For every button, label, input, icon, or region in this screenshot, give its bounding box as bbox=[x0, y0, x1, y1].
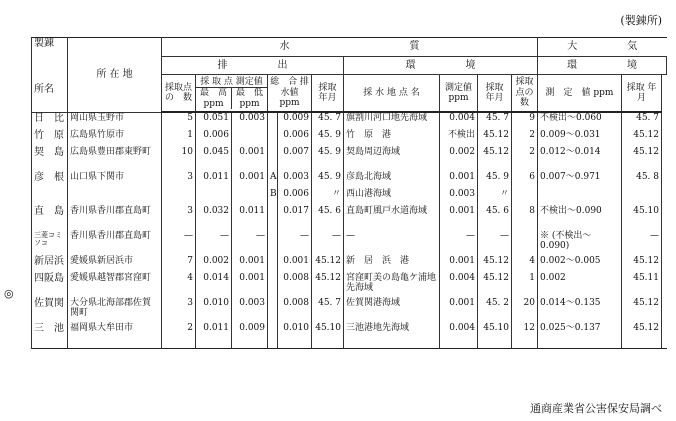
cell-pts: 10 bbox=[162, 147, 196, 172]
cell-min: 0.001 bbox=[232, 147, 268, 172]
cell-env: 0.002 bbox=[440, 147, 478, 172]
cell-date: 45. 7 bbox=[312, 298, 344, 323]
cell-edate: 45.10 bbox=[478, 323, 512, 349]
cell-max bbox=[196, 189, 232, 206]
cell-name: 彦 根 bbox=[32, 172, 68, 189]
table-row bbox=[32, 172, 667, 189]
cell-aval: 0.002～0.005 bbox=[538, 256, 622, 273]
cell-adate: 45.12 bbox=[622, 323, 662, 349]
cell-tag bbox=[268, 323, 278, 349]
sampling-location-header: 採 水 地 点 名 bbox=[344, 75, 440, 113]
cell-loc: 広島県竹原市 bbox=[68, 130, 162, 147]
cell-total: 0.003 bbox=[278, 172, 312, 189]
table-row bbox=[32, 298, 667, 323]
cell-adate bbox=[622, 189, 662, 206]
cell-edate: 45.12 bbox=[478, 147, 512, 172]
cell-env: 不検出 bbox=[440, 130, 478, 147]
cell-date: 45. 9 bbox=[312, 147, 344, 172]
cell-adate: 45.12 bbox=[622, 298, 662, 323]
cell-pts: 3 bbox=[162, 298, 196, 323]
table-row bbox=[32, 273, 667, 298]
cell-env: 0.003 bbox=[440, 189, 478, 206]
table-row bbox=[32, 147, 667, 172]
cell-apts: 6 bbox=[512, 172, 538, 189]
cell-apts bbox=[512, 189, 538, 206]
data-table bbox=[31, 37, 667, 349]
cell-date: 45. 9 bbox=[312, 130, 344, 147]
air-environment-header: 環 境 bbox=[538, 57, 667, 75]
cell-pts: 7 bbox=[162, 256, 196, 273]
cell-tag bbox=[268, 298, 278, 323]
cell-edate: 45.12 bbox=[478, 256, 512, 273]
cell-adate: 45. 8 bbox=[622, 172, 662, 189]
environment-header: 環 境 bbox=[344, 57, 538, 75]
cell-apts: 12 bbox=[512, 323, 538, 349]
cell-adate: 45.12 bbox=[622, 256, 662, 273]
cell-adate: 45. 7 bbox=[622, 112, 662, 130]
cell-min: 0.001 bbox=[232, 172, 268, 189]
cell-env: 0.001 bbox=[440, 172, 478, 189]
cell-name: 契 島 bbox=[32, 147, 68, 172]
cell-total: 0.007 bbox=[278, 147, 312, 172]
cell-name bbox=[32, 189, 68, 206]
cell-site: 旗割川河口地先海域 bbox=[344, 112, 440, 130]
cell-pts: 5 bbox=[162, 112, 196, 130]
air-date-header: 採取 年月 bbox=[622, 75, 662, 113]
cell-pts: 3 bbox=[162, 206, 196, 231]
cell-total: 0.009 bbox=[278, 112, 312, 130]
cell-pts: 4 bbox=[162, 273, 196, 298]
cell-pts: 1 bbox=[162, 130, 196, 147]
cell-pts: 2 bbox=[162, 323, 196, 349]
cell-apts: 2 bbox=[512, 130, 538, 147]
cell-min bbox=[232, 130, 268, 147]
cell-apts: 20 bbox=[512, 298, 538, 323]
cell-tag bbox=[268, 206, 278, 231]
cell-date: — bbox=[312, 231, 344, 256]
cell-loc: 香川県香川郡直島町 bbox=[68, 206, 162, 231]
cell-apts: 9 bbox=[512, 112, 538, 130]
cell-aval: 0.002 bbox=[538, 273, 622, 298]
cell-name: 竹 原 bbox=[32, 130, 68, 147]
table-row bbox=[32, 256, 667, 273]
cell-min: 0.003 bbox=[232, 298, 268, 323]
cell-aval bbox=[538, 189, 622, 206]
cell-name: 新居浜 bbox=[32, 256, 68, 273]
table-row bbox=[32, 206, 667, 231]
cell-loc: 山口県下関市 bbox=[68, 172, 162, 189]
cell-tag bbox=[268, 273, 278, 298]
water-quality-header: 水 質 bbox=[162, 38, 538, 57]
cell-adate: 45.12 bbox=[622, 130, 662, 147]
cell-tag: B bbox=[268, 189, 278, 206]
cell-tag: A bbox=[268, 172, 278, 189]
cell-pts: — bbox=[162, 231, 196, 256]
env-measured-header: 測定値 ppm bbox=[440, 75, 478, 113]
cell-name: 四阪島 bbox=[32, 273, 68, 298]
cell-env: 0.001 bbox=[440, 206, 478, 231]
cell-site: 三池港地先海域 bbox=[344, 323, 440, 349]
cell-tag bbox=[268, 130, 278, 147]
source-note: 通商産業省公害保安局調べ bbox=[530, 402, 662, 415]
cell-site: 西山港海域 bbox=[344, 189, 440, 206]
cell-date: 〃 bbox=[312, 189, 344, 206]
cell-env: 0.001 bbox=[440, 298, 478, 323]
cell-total: 0.008 bbox=[278, 273, 312, 298]
total-discharge-header: 総 合 排水値 ppm bbox=[268, 75, 312, 113]
cell-site: — bbox=[344, 231, 440, 256]
cell-total: 0.008 bbox=[278, 298, 312, 323]
cell-date: 45. 7 bbox=[312, 112, 344, 130]
cell-total: — bbox=[278, 231, 312, 256]
cell-aval: 0.014～0.135 bbox=[538, 298, 622, 323]
cell-adate: 45.11 bbox=[622, 273, 662, 298]
cell-apts: 2 bbox=[512, 147, 538, 172]
table-row bbox=[32, 323, 667, 349]
cell-edate: 45.12 bbox=[478, 273, 512, 298]
cell-total: 0.006 bbox=[278, 130, 312, 147]
cell-date: 45.10 bbox=[312, 323, 344, 349]
table-row bbox=[32, 231, 667, 256]
cell-date: 45. 9 bbox=[312, 172, 344, 189]
cell-loc: 愛媛県越智郡宮窪町 bbox=[68, 273, 162, 298]
cell-env: 0.004 bbox=[440, 273, 478, 298]
cell-apts: 8 bbox=[512, 206, 538, 231]
cell-edate: 45. 6 bbox=[478, 206, 512, 231]
unit-note: (製錬所) bbox=[620, 14, 662, 27]
cell-site: 佐賀関港海域 bbox=[344, 298, 440, 323]
cell-max: 0.010 bbox=[196, 298, 232, 323]
cell-max: 0.014 bbox=[196, 273, 232, 298]
circle-mark: ◎ bbox=[4, 287, 14, 300]
cell-name: 直 島 bbox=[32, 206, 68, 231]
cell-loc: 広島県豊田郡東野町 bbox=[68, 147, 162, 172]
cell-min: 0.009 bbox=[232, 323, 268, 349]
refinery-header: 製錬 所名 bbox=[32, 38, 68, 113]
cell-tag bbox=[268, 231, 278, 256]
cell-max: 0.045 bbox=[196, 147, 232, 172]
cell-tag bbox=[268, 256, 278, 273]
cell-aval: 0.012～0.014 bbox=[538, 147, 622, 172]
cell-edate: 45.12 bbox=[478, 130, 512, 147]
cell-aval: 不検出～0.090 bbox=[538, 206, 622, 231]
cell-env: — bbox=[440, 231, 478, 256]
cell-site: 直島町風戸水道海域 bbox=[344, 206, 440, 231]
cell-min: 0.001 bbox=[232, 273, 268, 298]
cell-site: 竹 原 港 bbox=[344, 130, 440, 147]
cell-min: 0.003 bbox=[232, 112, 268, 130]
cell-pts: 3 bbox=[162, 172, 196, 189]
cell-loc: 香川県香川郡直島町 bbox=[68, 231, 162, 256]
sampling-date-header: 採取 年月 bbox=[312, 75, 344, 113]
max-header: 最 高 ppm bbox=[196, 88, 232, 109]
cell-aval: 0.009～0.031 bbox=[538, 130, 622, 147]
cell-total: 0.017 bbox=[278, 206, 312, 231]
measured-value-header: 採 取 点 測定値 最 高 ppm 最 低 ppm bbox=[196, 75, 268, 113]
cell-max: — bbox=[196, 231, 232, 256]
cell-name: 佐賀関 bbox=[32, 298, 68, 323]
cell-edate: — bbox=[478, 231, 512, 256]
cell-max: 0.011 bbox=[196, 172, 232, 189]
location-header: 所 在 地 bbox=[68, 38, 162, 113]
cell-edate: 45. 2 bbox=[478, 298, 512, 323]
env-date-header: 採取 年月 bbox=[478, 75, 512, 113]
cell-min: — bbox=[232, 231, 268, 256]
air-points-header: 採取点の 数 bbox=[512, 75, 538, 113]
cell-site: 宮窪町美の島亀ケ浦地先海域 bbox=[344, 273, 440, 298]
cell-max: 0.011 bbox=[196, 323, 232, 349]
cell-aval: 不検出～0.060 bbox=[538, 112, 622, 130]
cell-apts bbox=[512, 231, 538, 256]
cell-edate: 〃 bbox=[478, 189, 512, 206]
cell-total: 0.010 bbox=[278, 323, 312, 349]
cell-site: 彦島北海域 bbox=[344, 172, 440, 189]
cell-tag bbox=[268, 147, 278, 172]
air-measured-header: 測 定 値 ppm bbox=[538, 75, 622, 113]
cell-date: 45.12 bbox=[312, 273, 344, 298]
min-header: 最 低 ppm bbox=[235, 88, 263, 109]
cell-loc: 岡山県玉野市 bbox=[68, 112, 162, 130]
air-header: 大 気 bbox=[538, 38, 667, 57]
cell-env: 0.001 bbox=[440, 256, 478, 273]
cell-tag bbox=[268, 112, 278, 130]
cell-name: 日 比 bbox=[32, 112, 68, 130]
table-row bbox=[32, 189, 667, 206]
cell-min: 0.011 bbox=[232, 206, 268, 231]
cell-site: 新 居 浜 港 bbox=[344, 256, 440, 273]
cell-date: 45. 6 bbox=[312, 206, 344, 231]
cell-min bbox=[232, 189, 268, 206]
cell-loc: 福岡県大牟田市 bbox=[68, 323, 162, 349]
cell-max: 0.032 bbox=[196, 206, 232, 231]
cell-aval: 0.007～0.971 bbox=[538, 172, 622, 189]
cell-max: 0.051 bbox=[196, 112, 232, 130]
cell-name: 三 池 bbox=[32, 323, 68, 349]
cell-pts bbox=[162, 189, 196, 206]
cell-name: 三菱コミソコ bbox=[32, 231, 68, 256]
table-row bbox=[32, 112, 667, 130]
discharge-header: 排 出 bbox=[162, 57, 344, 75]
cell-apts: 4 bbox=[512, 256, 538, 273]
cell-adate: 45.10 bbox=[622, 206, 662, 231]
cell-apts: 1 bbox=[512, 273, 538, 298]
cell-date: 45.12 bbox=[312, 256, 344, 273]
cell-loc bbox=[68, 189, 162, 206]
cell-env: 0.004 bbox=[440, 112, 478, 130]
cell-adate: 45.12 bbox=[622, 147, 662, 172]
cell-env: 0.004 bbox=[440, 323, 478, 349]
sampling-points-header: 採取点の 数 bbox=[162, 75, 196, 113]
cell-min: 0.001 bbox=[232, 256, 268, 273]
cell-loc: 大分県北海部郡佐賀関町 bbox=[68, 298, 162, 323]
table-row bbox=[32, 130, 667, 147]
cell-edate: 45. 9 bbox=[478, 172, 512, 189]
cell-aval: ※ (不検出～0.090) bbox=[538, 231, 622, 256]
cell-max: 0.006 bbox=[196, 130, 232, 147]
cell-loc: 愛媛県新居浜市 bbox=[68, 256, 162, 273]
cell-aval: 0.025～0.137 bbox=[538, 323, 622, 349]
cell-edate: 45. 7 bbox=[478, 112, 512, 130]
cell-site: 契島周辺海域 bbox=[344, 147, 440, 172]
cell-max: 0.002 bbox=[196, 256, 232, 273]
cell-total: 0.001 bbox=[278, 256, 312, 273]
cell-total: 0.006 bbox=[278, 189, 312, 206]
cell-adate: — bbox=[622, 231, 662, 256]
